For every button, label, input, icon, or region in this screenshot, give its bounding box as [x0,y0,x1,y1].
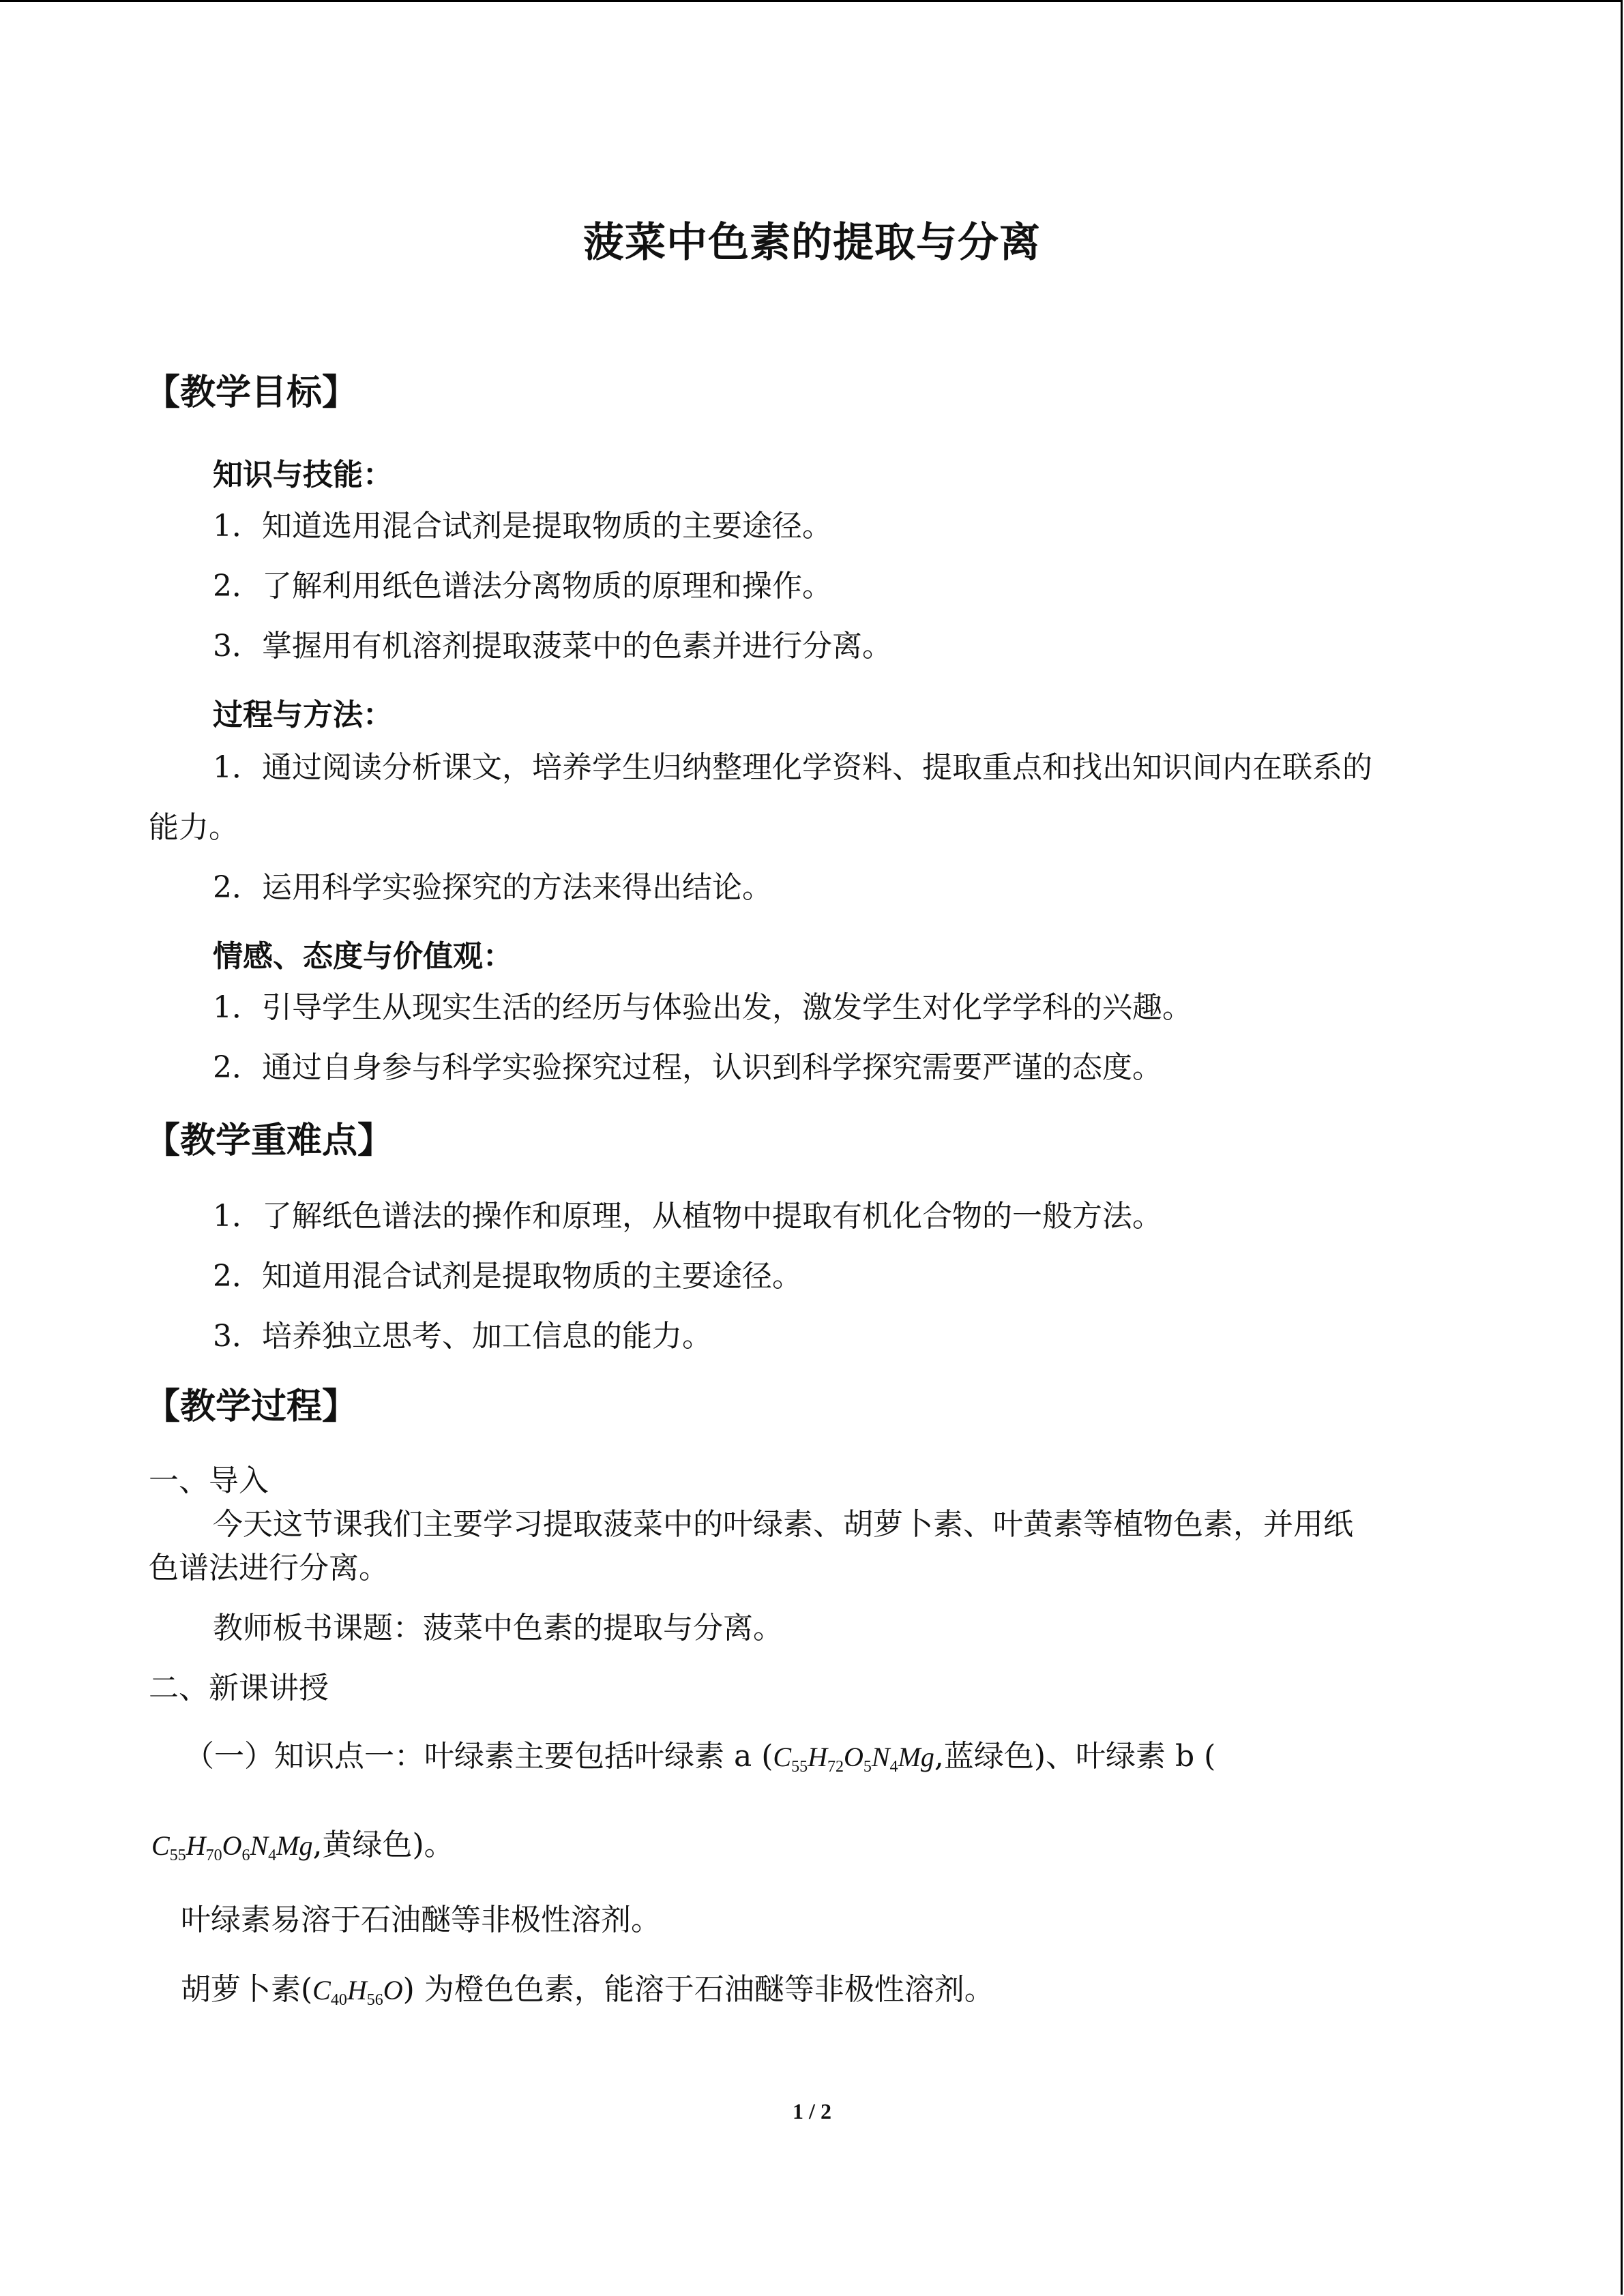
intro-label: 一、导入 [149,1463,269,1498]
section-heading-key-points: 【教学重难点】 [145,1120,394,1161]
carotene-prefix: 胡萝卜素( [181,1972,313,2007]
key-point-2: 2．知道用混合试剂是提取物质的主要途径。 [213,1259,802,1294]
process-item-1-line-1: 1．通过阅读分析课文，培养学生归纳整理化学资料、提取重点和找出知识间内在联系的 [213,750,1372,785]
chlorophyll-a-formula: $C_{55}H_{72}O_5N_4Mg$ [773,1742,934,1776]
new-lesson-label: 二、新课讲授 [149,1671,329,1705]
subheading-knowledge: 知识与技能： [213,458,393,492]
knowledge-point-1-prefix: （一）知识点一：叶绿素主要包括叶绿素 a ( [184,1739,773,1774]
knowledge-item-2: 2．了解利用纸色谱法分离物质的原理和操作。 [213,569,832,603]
intro-line-2: 色谱法进行分离。 [149,1551,389,1585]
subheading-process-method: 过程与方法： [213,698,393,732]
chlorophyll-solubility: 叶绿素易溶于石油醚等非极性溶剂。 [181,1903,661,1937]
emotion-item-2: 2．通过自身参与科学实验探究过程，认识到科学探究需要严谨的态度。 [213,1050,1162,1085]
knowledge-item-1: 1．知道选用混合试剂是提取物质的主要途径。 [213,509,832,543]
section-heading-goals: 【教学目标】 [145,372,358,413]
intro-board: 教师板书课题：菠菜中色素的提取与分离。 [213,1611,783,1645]
page-number: 1 / 2 [793,2099,831,2123]
knowledge-item-3: 3．掌握用有机溶剂提取菠菜中的色素并进行分离。 [213,629,892,664]
subheading-emotion: 情感、态度与价值观： [213,939,513,974]
emotion-item-1: 1．引导学生从现实生活的经历与体验出发，激发学生对化学学科的兴趣。 [213,990,1192,1025]
process-item-1-line-2: 能力。 [149,810,239,845]
intro-line-1: 今天这节课我们主要学习提取菠菜中的叶绿素、胡萝卜素、叶黄素等植物色素，并用纸 [213,1507,1353,1542]
key-point-1: 1．了解纸色谱法的操作和原理，从植物中提取有机化合物的一般方法。 [213,1199,1162,1234]
knowledge-point-1-line-1 [184,1736,1215,1787]
chlorophyll-b-formula: $C_{55}H_{70}O_6N_4Mg$ [151,1830,313,1864]
knowledge-point-1-line-2 [151,1825,454,1876]
chlorophyll-a-suffix: ,蓝绿色)、叶绿素 b ( [934,1739,1216,1774]
document-title: 菠菜中色素的提取与分离 [583,219,1041,267]
carotene-formula: $C_{40}H_{56}O$ [312,1975,403,2009]
key-point-3: 3．培养独立思考、加工信息的能力。 [213,1319,712,1354]
carotene-line [181,1969,994,2021]
section-heading-process: 【教学过程】 [145,1386,358,1427]
chlorophyll-b-suffix: ,黄绿色)。 [312,1828,454,1862]
process-item-2: 2．运用科学实验探究的方法来得出结论。 [213,870,772,905]
carotene-suffix: ) 为橙色色素，能溶于石油醚等非极性溶剂。 [402,1972,994,2007]
